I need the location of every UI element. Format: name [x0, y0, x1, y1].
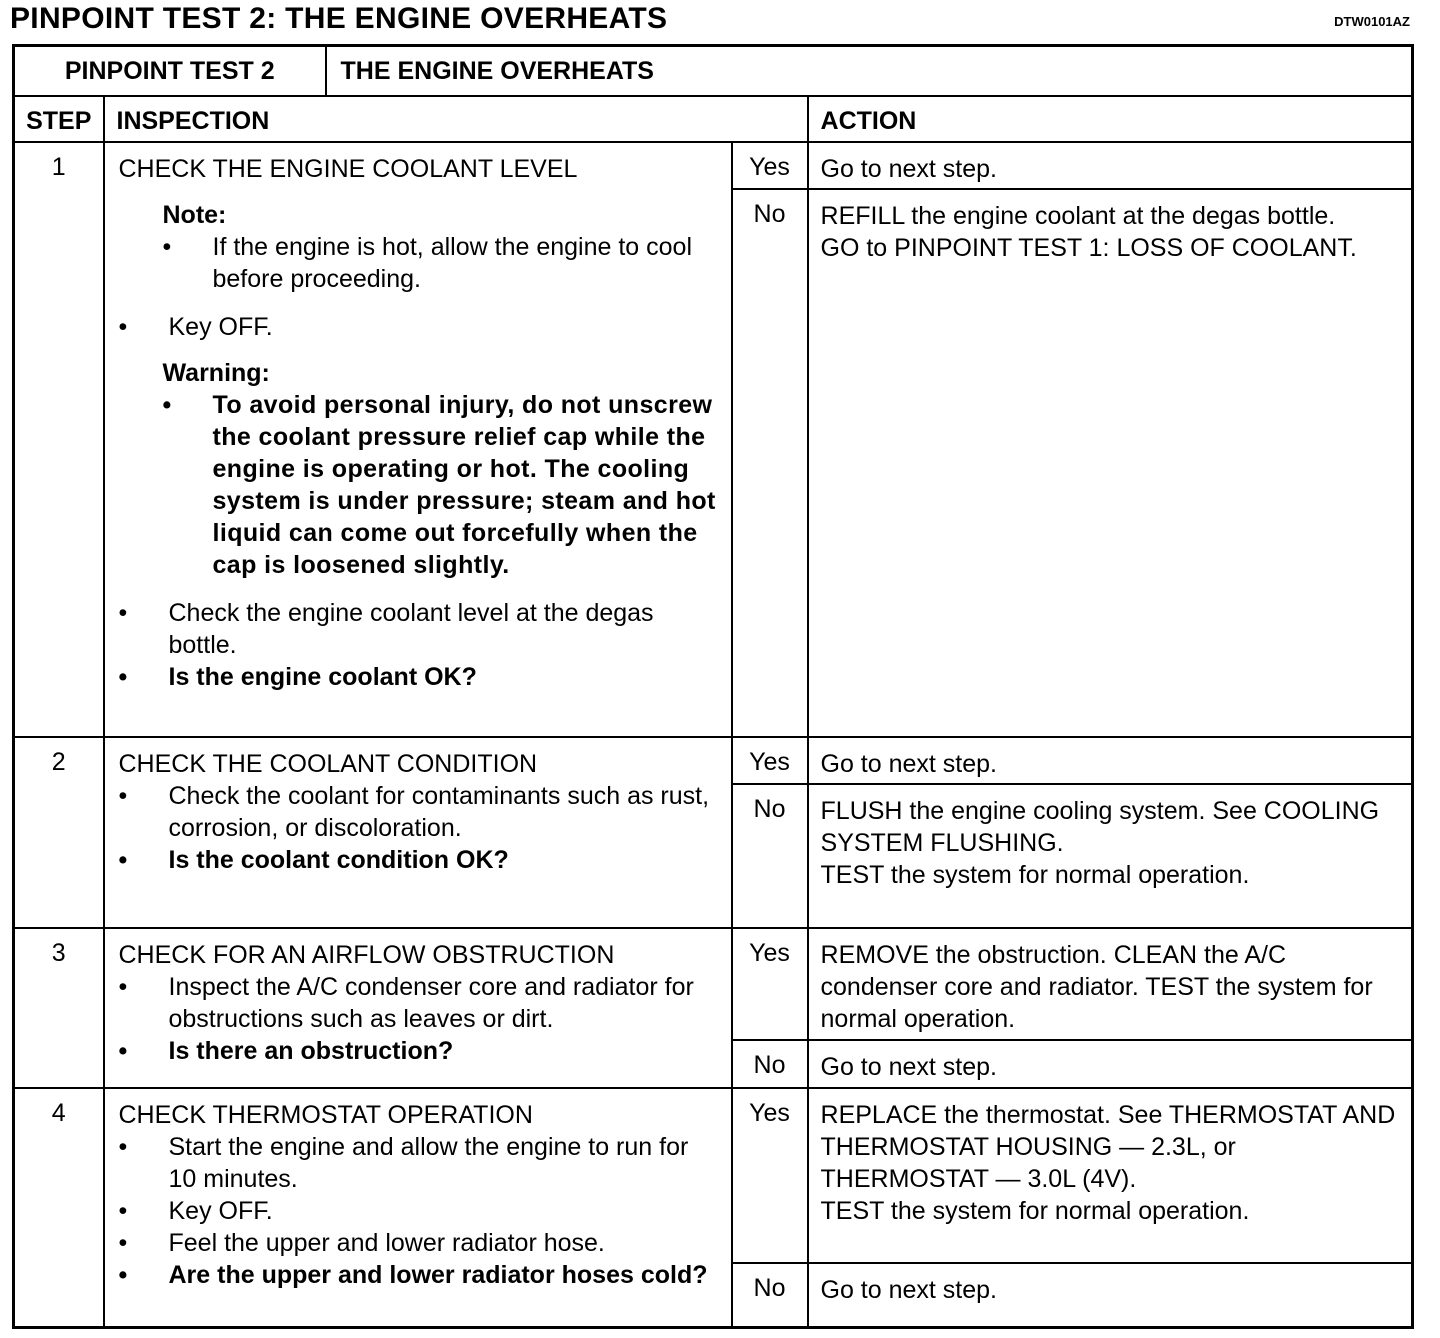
no-label: No	[732, 189, 808, 737]
step-question: • Is the engine coolant OK?	[119, 661, 721, 693]
yes-label: Yes	[732, 142, 808, 189]
yes-action-line: THERMOSTAT — 3.0L (4V).	[820, 1164, 1137, 1193]
inspection-cell	[104, 737, 732, 928]
yes-action: Go to next step.	[808, 737, 1413, 784]
no-action	[808, 189, 1413, 737]
list-item: • Feel the upper and lower radiator hose.	[119, 1227, 721, 1259]
table-row	[14, 142, 1413, 189]
yes-action: REMOVE the obstruction. CLEAN the A/C condenser core and radiator. TEST the system for normal operation.	[808, 928, 1413, 1040]
yes-action-line: TEST the system for normal operation.	[820, 1196, 1250, 1225]
yes-action-line: REPLACE the thermostat. See THERMOSTAT AND THERMOSTAT HOUSING — 2.3L, or	[820, 1100, 1396, 1161]
yes-action	[808, 1088, 1413, 1263]
list-item: • Start the engine and allow the engine to run for 10 minutes.	[119, 1131, 721, 1195]
table-row	[14, 928, 1413, 1040]
inspection-cell	[104, 142, 732, 737]
yes-label: Yes	[732, 928, 808, 1040]
warning-block	[119, 357, 721, 581]
yes-action: Go to next step.	[808, 142, 1413, 189]
step-title: CHECK THE COOLANT CONDITION	[118, 749, 538, 778]
step-title: CHECK THERMOSTAT OPERATION	[118, 1100, 533, 1129]
document-code: DTW0101AZ	[1334, 14, 1410, 29]
no-action-line: TEST the system for normal operation.	[820, 860, 1250, 889]
step-number: 2	[14, 737, 104, 928]
step-title: CHECK FOR AN AIRFLOW OBSTRUCTION	[118, 940, 615, 969]
table-row	[14, 737, 1413, 784]
list-item: • Key OFF.	[119, 1195, 721, 1227]
no-action-line: REFILL the engine coolant at the degas bottle.	[820, 201, 1336, 230]
warning-item: • To avoid personal injury, do not unscrew the coolant pressure relief cap while the engine is operating or hot. The cooling system is under pressure; steam and hot liquid can come out forcefully when the cap is loosened slightly.	[163, 389, 721, 581]
table-row	[14, 1088, 1413, 1263]
header-inspection: INSPECTION	[104, 96, 808, 142]
no-action: Go to next step.	[808, 1040, 1413, 1088]
list-item: • Check the coolant for contaminants such as rust, corrosion, or discoloration.	[119, 780, 721, 844]
yes-label: Yes	[732, 1088, 808, 1263]
pinpoint-test-title: THE ENGINE OVERHEATS	[326, 46, 1413, 96]
warning-label: Warning:	[162, 358, 270, 387]
pinpoint-test-label: PINPOINT TEST 2	[14, 46, 326, 96]
header-step: STEP	[14, 96, 104, 142]
yes-label: Yes	[732, 737, 808, 784]
step-question: • Is the coolant condition OK?	[119, 844, 721, 876]
table-title-row	[14, 46, 1413, 96]
inspection-cell	[104, 928, 732, 1088]
no-action	[808, 784, 1413, 928]
no-action: Go to next step.	[808, 1263, 1413, 1328]
no-label: No	[732, 784, 808, 928]
list-item: • Key OFF.	[119, 311, 721, 343]
page-title: PINPOINT TEST 2: THE ENGINE OVERHEATS	[10, 2, 668, 35]
inspection-cell	[104, 1088, 732, 1328]
note-item: • If the engine is hot, allow the engine to cool before proceeding.	[163, 231, 721, 295]
list-item: • Inspect the A/C condenser core and radiator for obstructions such as leaves or dirt.	[119, 971, 721, 1035]
step-question: • Are the upper and lower radiator hoses cold?	[119, 1259, 721, 1291]
step-number: 4	[14, 1088, 104, 1328]
pinpoint-test-table	[12, 44, 1414, 1329]
header-action: ACTION	[808, 96, 1413, 142]
no-action-line: FLUSH the engine cooling system. See COOLING SYSTEM FLUSHING.	[820, 796, 1380, 857]
no-label: No	[732, 1040, 808, 1088]
step-number: 3	[14, 928, 104, 1088]
note-block	[119, 199, 721, 295]
step-number: 1	[14, 142, 104, 737]
no-action-line: GO to PINPOINT TEST 1: LOSS OF COOLANT.	[820, 233, 1357, 262]
step-question: • Is there an obstruction?	[119, 1035, 721, 1067]
step-title: CHECK THE ENGINE COOLANT LEVEL	[118, 154, 578, 183]
column-header-row	[14, 96, 1413, 142]
no-label: No	[732, 1263, 808, 1328]
list-item: • Check the engine coolant level at the degas bottle.	[119, 597, 721, 661]
note-label: Note:	[162, 200, 227, 229]
